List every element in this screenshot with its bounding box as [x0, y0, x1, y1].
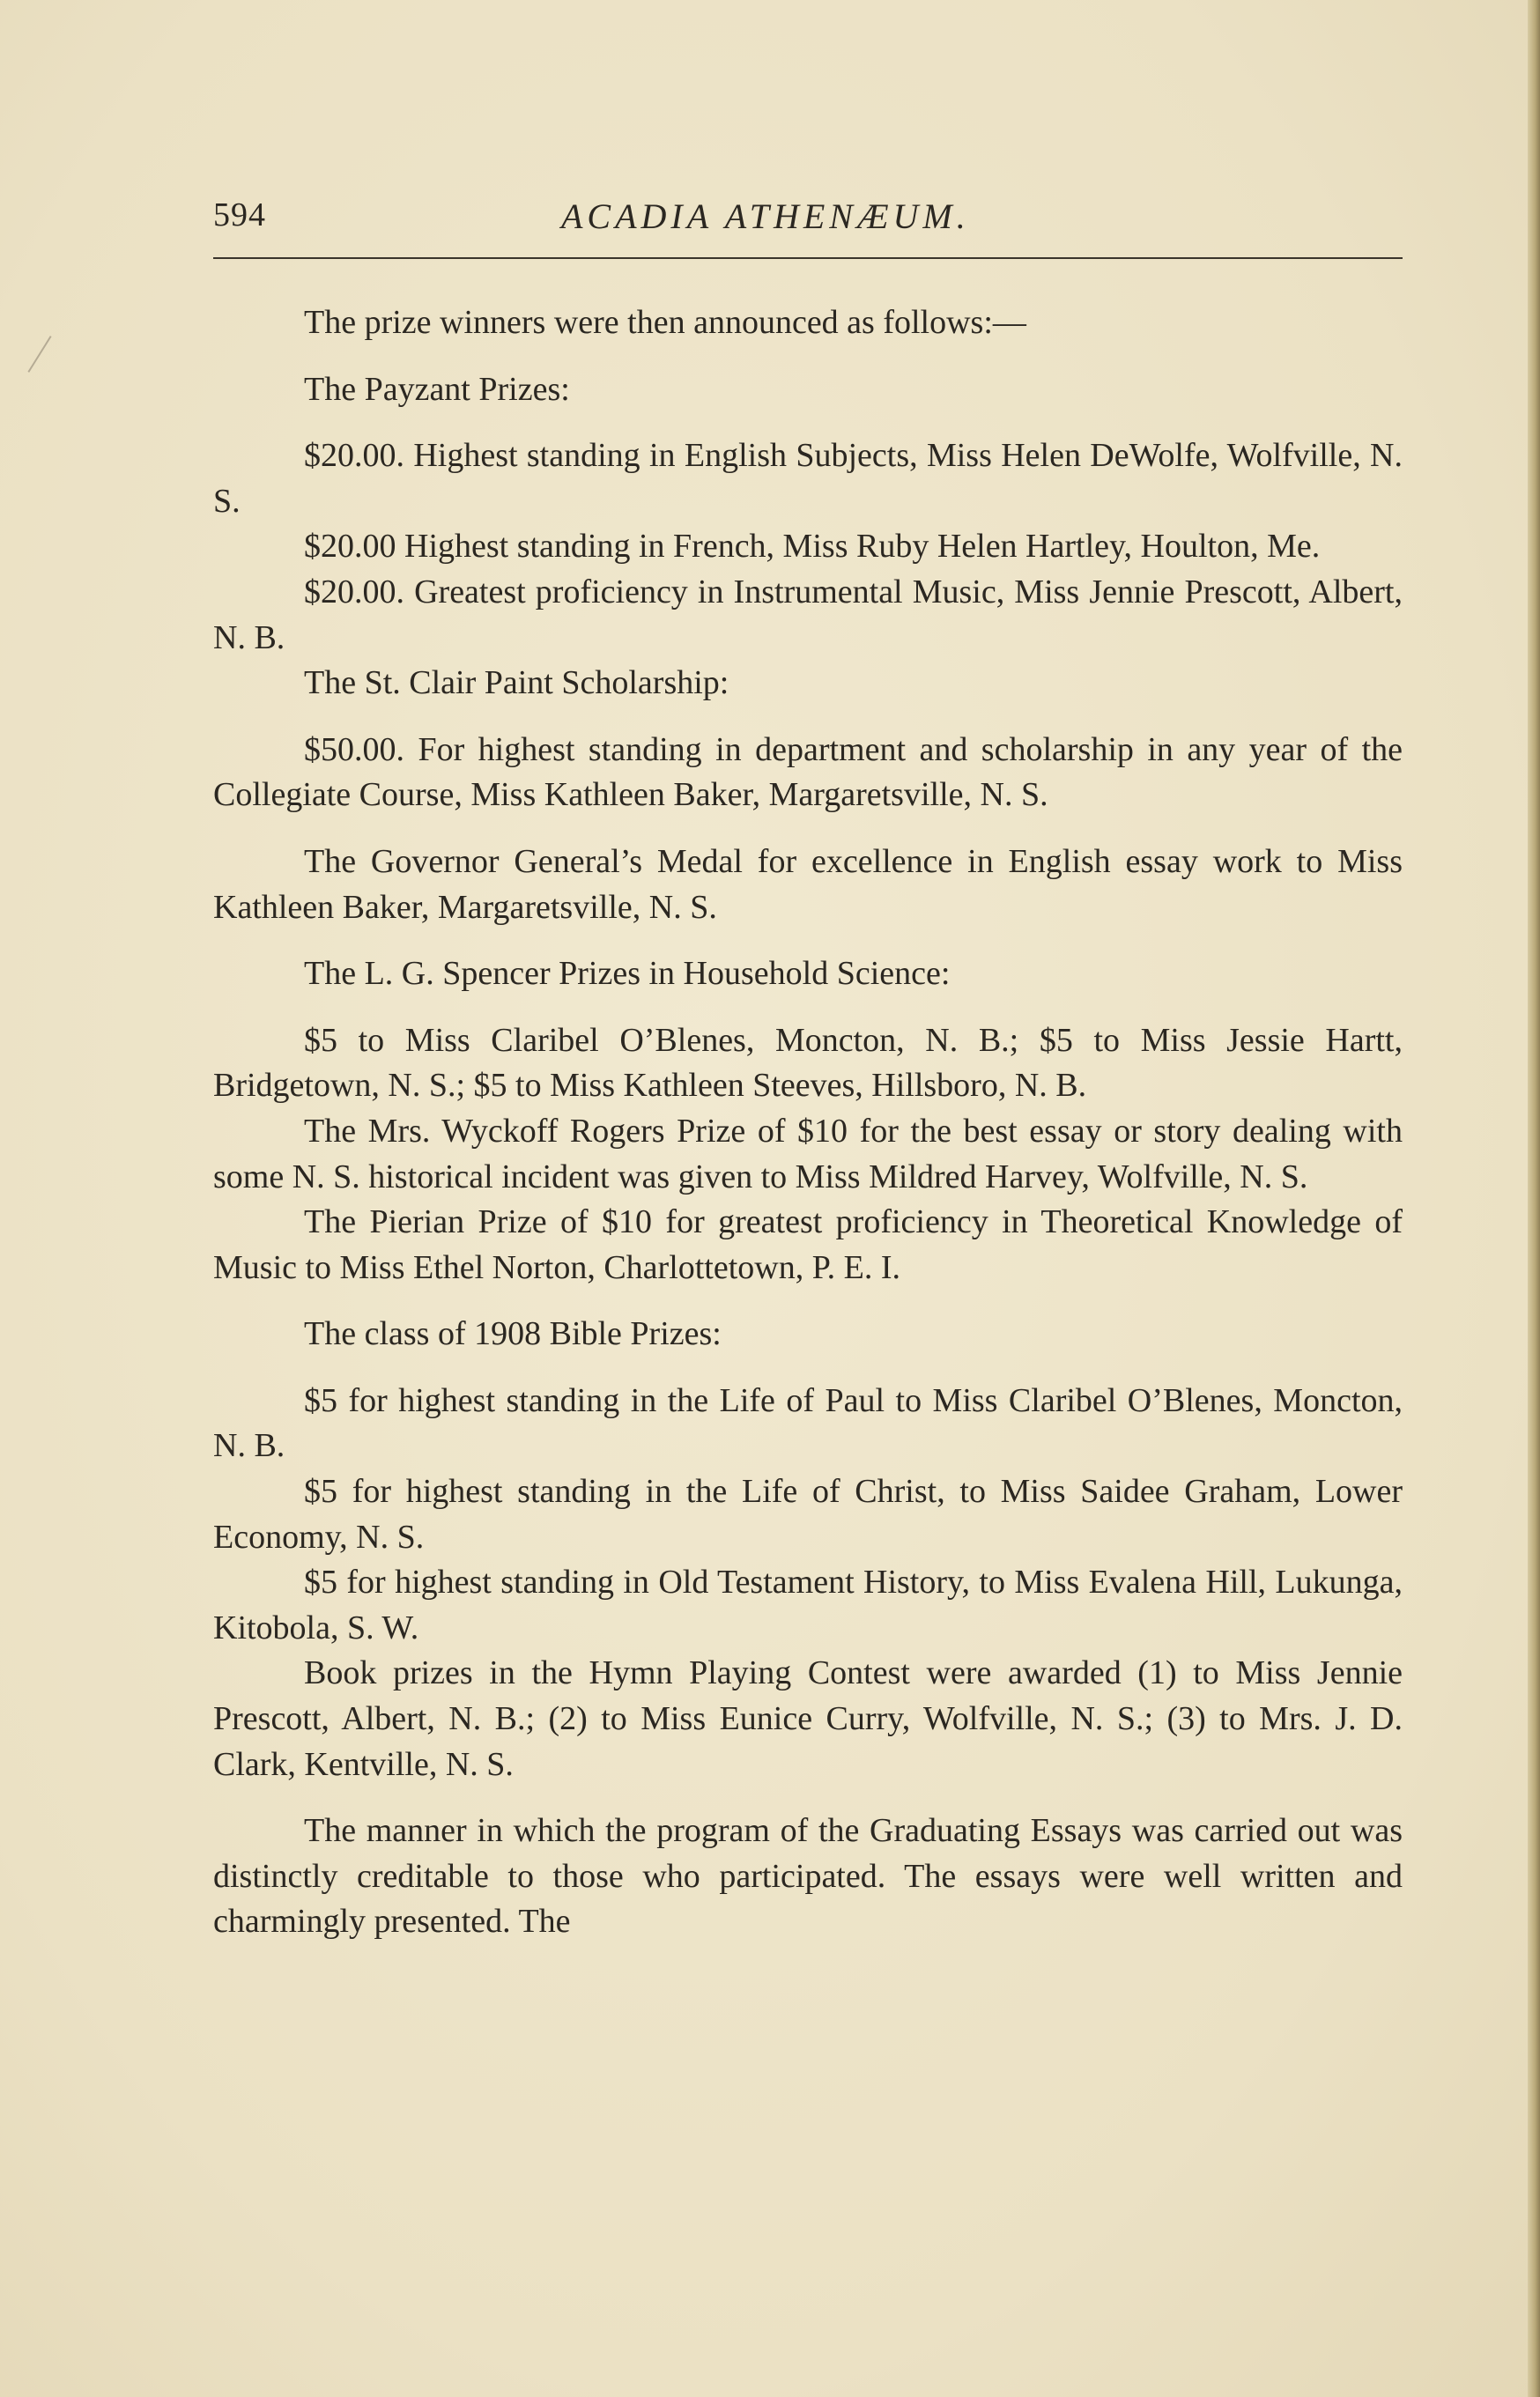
paragraph-bible-heading: The class of 1908 Bible Prizes:: [304, 1315, 722, 1353]
body-text: [213, 300, 1403, 1945]
paragraph-pierian-prize: The Pierian Prize of $10 for greatest proficiency in Theoretical Knowledge of Music to Miss Ethel Norton, Charlottetown, P. E. I.: [213, 1203, 1403, 1286]
paragraph-prize-english: $20.00. Highest standing in English Subjects, Miss Helen DeWolfe, Wolfville, N. S.: [213, 437, 1403, 520]
paragraph-prize-music: $20.00. Greatest proficiency in Instrumental Music, Miss Jennie Prescott, Albert, N. B.: [213, 573, 1403, 656]
paragraph-st-clair-heading: The St. Clair Paint Scholarship:: [304, 664, 729, 702]
running-head: ACADIA ATHENÆUM.: [561, 196, 970, 236]
header-rule: [213, 257, 1403, 259]
paragraph-st-clair-prize: $50.00. For highest standing in department and scholarship in any year of the Collegiate Course, Miss Kathleen Baker, Margaretsville, N. S.: [213, 730, 1403, 814]
pencil-mark: [27, 336, 51, 373]
paragraph-bible-christ: $5 for highest standing in the Life of Christ, to Miss Saidee Graham, Lower Economy, N. S.: [213, 1473, 1403, 1556]
paragraph-payzant-heading: The Payzant Prizes:: [304, 370, 570, 408]
paragraph-hymn-contest: Book prizes in the Hymn Playing Contest were awarded (1) to Miss Jennie Prescott, Albert, N. B.; (2) to Miss Eunice Curry, Wolfville, N. S.; (3) to Mrs. J. D. Clark, Kentville, N. S.: [213, 1654, 1403, 1783]
paragraph-governor-medal: The Governor General’s Medal for excellence in English essay work to Miss Kathleen Baker, Margaretsville, N. S.: [213, 842, 1403, 926]
paragraph-graduating-essays: The manner in which the program of the Graduating Essays was carried out was distinctly creditable to those who participated. The essays were well written and charmingly presented. The: [213, 1812, 1403, 1941]
page-header: [213, 196, 1403, 245]
page-number: 594: [213, 196, 266, 233]
paragraph-bible-paul: $5 for highest standing in the Life of Paul to Miss Claribel O’Blenes, Moncton, N. B.: [213, 1381, 1403, 1465]
paragraph-bible-old-testament: $5 for highest standing in Old Testament History, to Miss Evalena Hill, Lukunga, Kitobola, S. W.: [213, 1564, 1403, 1646]
paragraph-intro: The prize winners were then announced as follows:—: [304, 304, 1026, 341]
paragraph-spencer-prizes: $5 to Miss Claribel O’Blenes, Moncton, N. B.; $5 to Miss Jessie Hartt, Bridgetown, N. S.; $5 to Miss Kathleen Steeves, Hillsboro, N. B.: [213, 1021, 1403, 1105]
paragraph-prize-french: $20.00 Highest standing in French, Miss Ruby Helen Hartley, Houlton, Me.: [304, 528, 1321, 566]
paragraph-spencer-heading: The L. G. Spencer Prizes in Household Science:: [304, 955, 951, 993]
paragraph-rogers-prize: The Mrs. Wyckoff Rogers Prize of $10 for the best essay or story dealing with some N. S. historical incident was given to Miss Mildred Harvey, Wolfville, N. S.: [213, 1112, 1403, 1195]
page-edge-shadow: [1528, 0, 1540, 2397]
